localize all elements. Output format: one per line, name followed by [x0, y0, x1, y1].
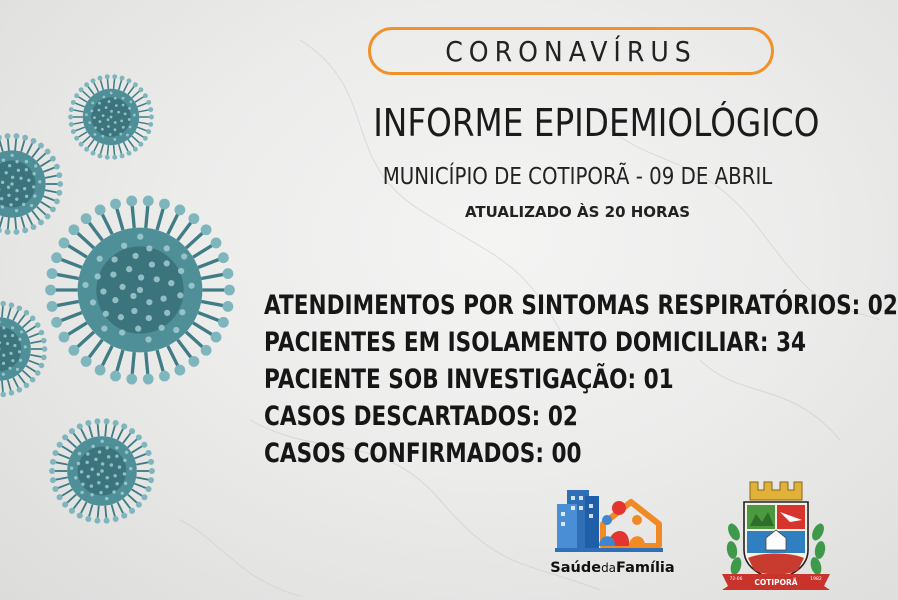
crest-banner-text: COTIPORÃ: [754, 578, 798, 587]
updated-time: ATUALIZADO ÀS 20 HORAS: [464, 203, 691, 221]
coronavirus-banner: [368, 27, 774, 75]
stat-under-investigation: PACIENTE SOB INVESTIGAÇÃO: 01: [264, 364, 674, 395]
stat-home-isolation: PACIENTES EM ISOLAMENTO DOMICILIAR: 34: [264, 327, 807, 358]
virus-small-top-icon: [64, 70, 158, 164]
stat-discarded-cases: CASOS DESCARTADOS: 02: [264, 401, 578, 432]
cotipora-coat-of-arms: [718, 476, 834, 594]
virus-large-center-icon: [36, 186, 244, 394]
virus-bottom-icon: [44, 413, 160, 529]
stats-list: [264, 287, 898, 472]
page-title: INFORME EPIDEMIOLÓGICO: [373, 101, 820, 145]
crest-right-year: 1982: [810, 577, 822, 582]
virus-left-middle-icon: [0, 296, 52, 402]
stat-confirmed-cases: CASOS CONFIRMADOS: 00: [264, 438, 582, 469]
stat-respiratory-visits: ATENDIMENTOS POR SINTOMAS RESPIRATÓRIOS: 02: [264, 290, 898, 321]
crest-left-year: 72-06: [729, 577, 743, 582]
saude-da-familia-label: SaúdedaFamília: [550, 560, 675, 576]
page-subtitle: MUNICÍPIO DE COTIPORÃ - 09 DE ABRIL: [382, 164, 773, 190]
banner-label: CORONAVÍRUS: [445, 34, 697, 68]
